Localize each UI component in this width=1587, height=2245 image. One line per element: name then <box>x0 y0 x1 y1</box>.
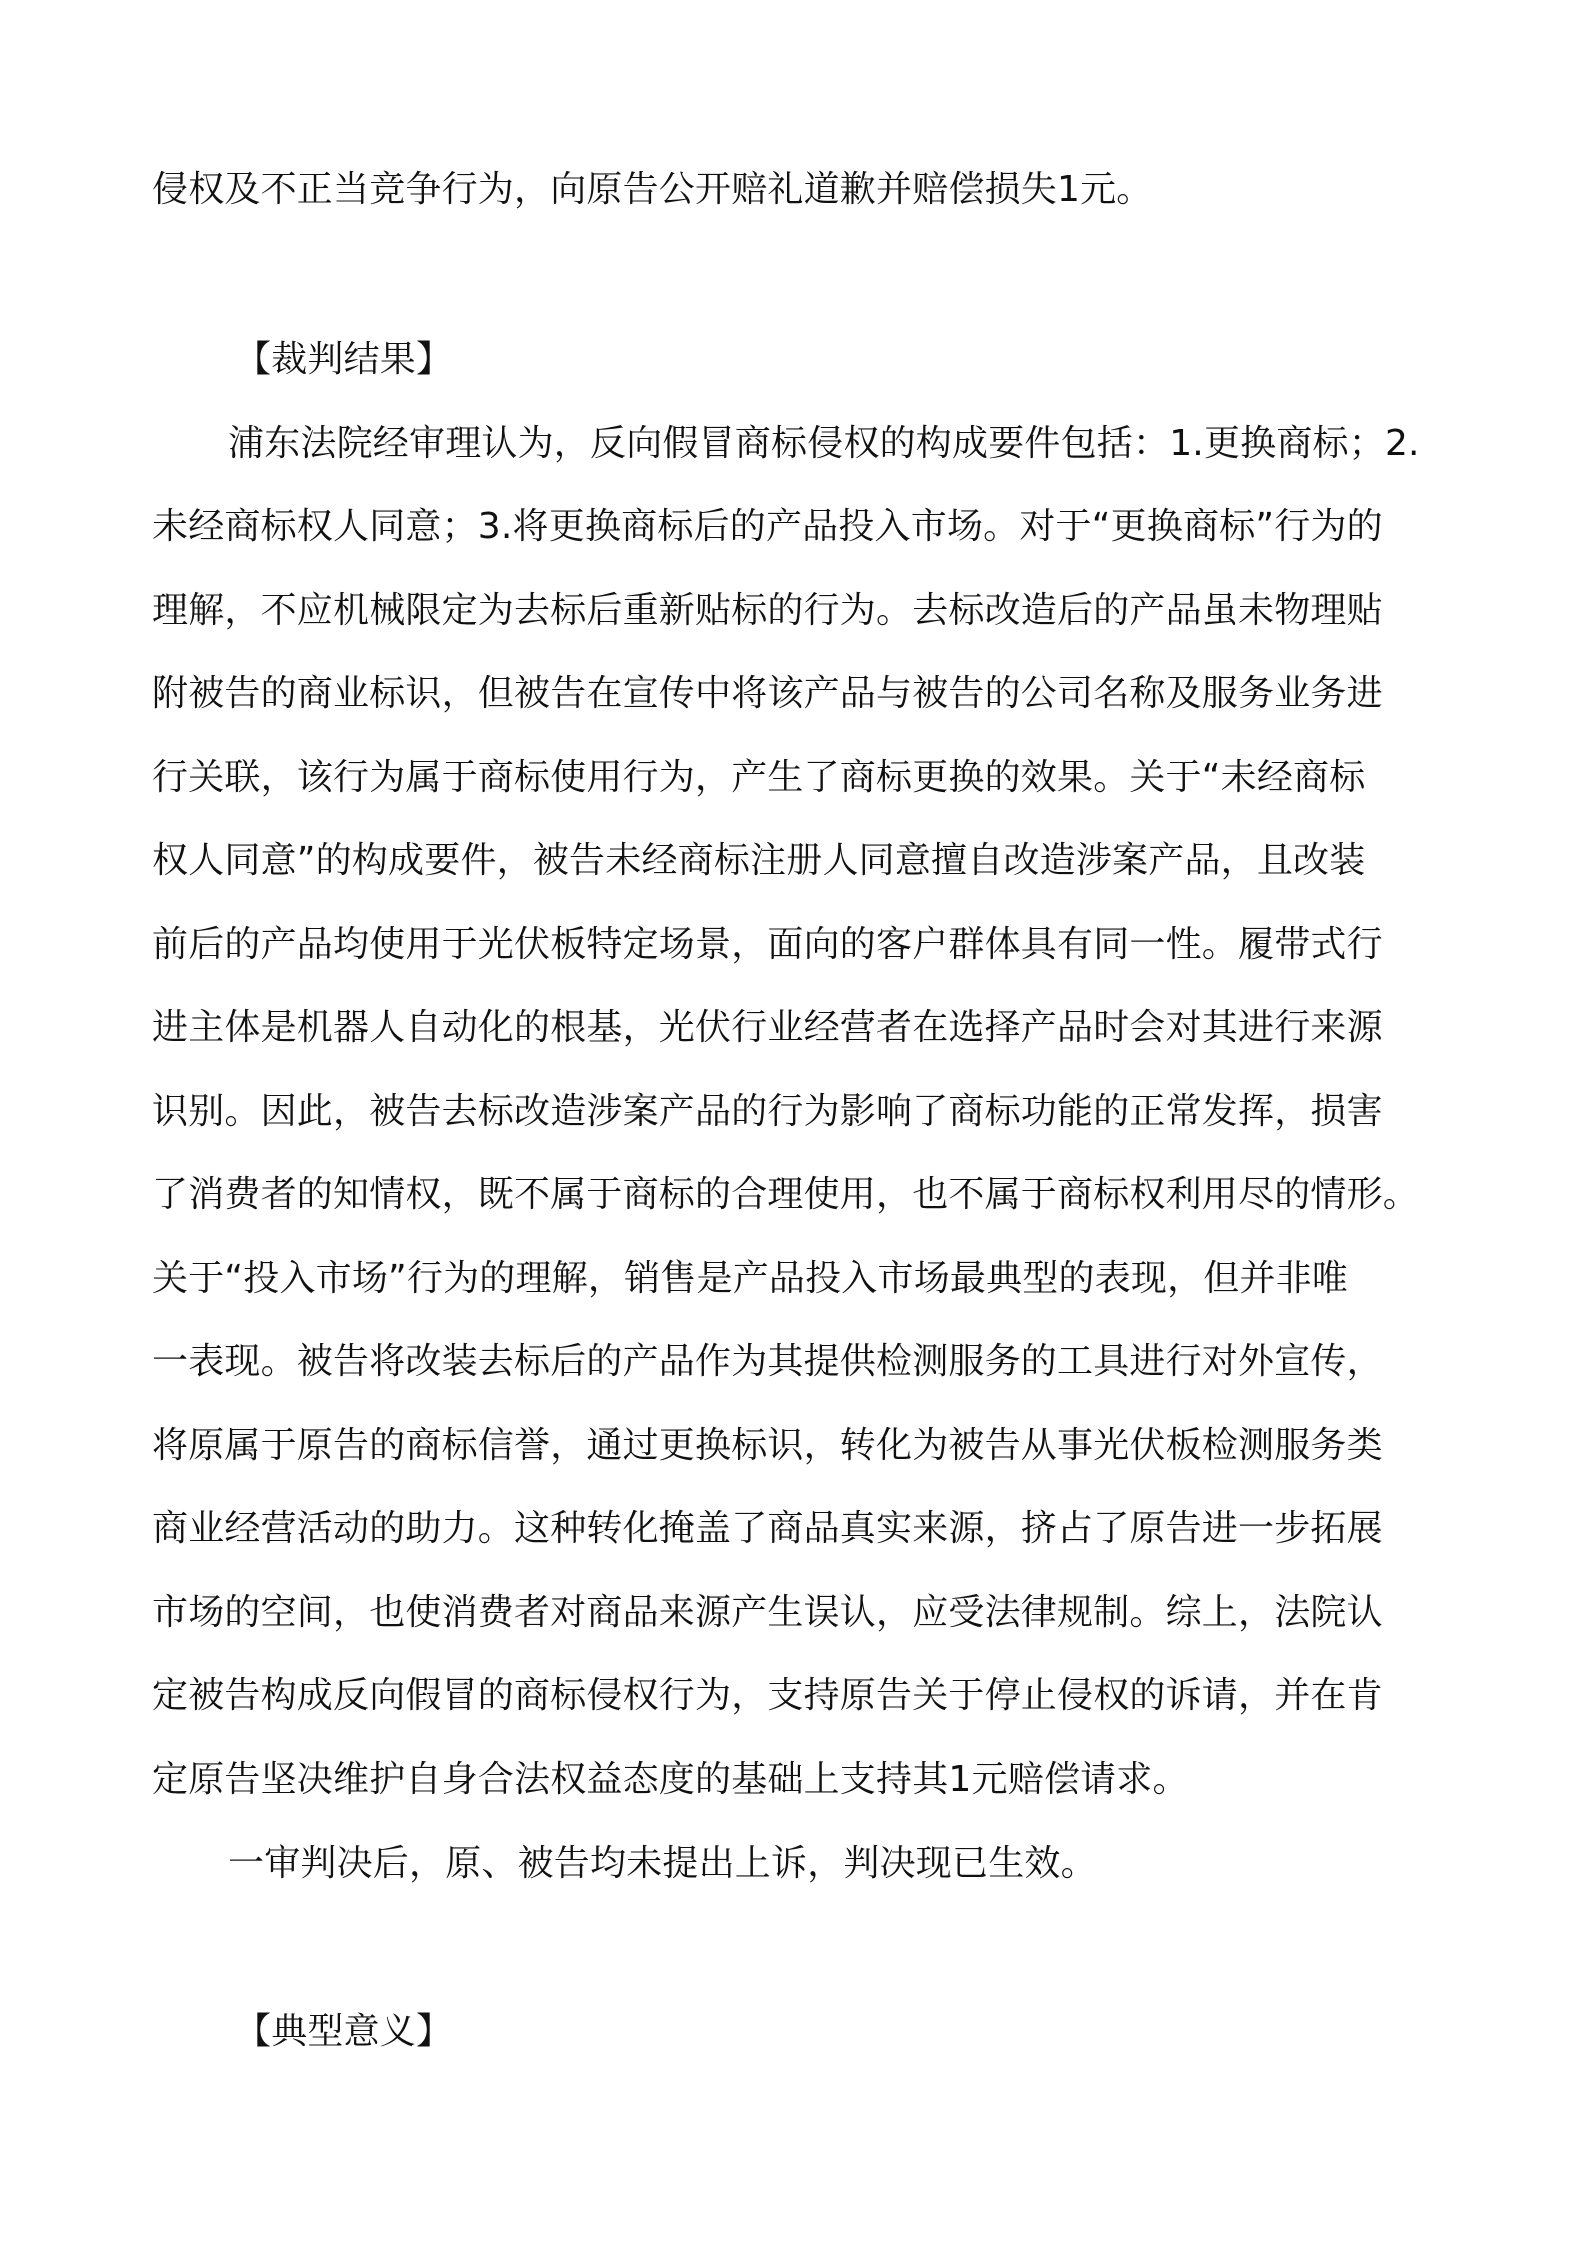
paragraph-line: 权人同意”的构成要件，被告未经商标注册人同意擅自改造涉案产品，且改装 <box>152 840 1366 881</box>
paragraph-line: 理解，不应机械限定为去标后重新贴标的行为。去标改造后的产品虽未物理贴 <box>152 590 1383 631</box>
judgment-heading: 【裁判结果】 <box>235 339 453 380</box>
paragraph-line: 将原属于原告的商标信誉，通过更换标识，转化为被告从事光伏板检测服务类 <box>152 1425 1383 1466</box>
paragraph-line: 市场的空间，也使消费者对商品来源产生误认，应受法律规制。综上，法院认 <box>152 1592 1383 1633</box>
paragraph-line: 关于“投入市场”行为的理解，销售是产品投入市场最典型的表现，但并非唯 <box>152 1258 1349 1299</box>
paragraph-line: 商业经营活动的助力。这种转化掩盖了商品真实来源，挤占了原告进一步拓展 <box>152 1508 1383 1549</box>
paragraph-line: 了消费者的知情权，既不属于商标的合理使用，也不属于商标权利用尽的情形。 <box>152 1174 1420 1215</box>
paragraph-line: 定原告坚决维护自身合法权益态度的基础上支持其1元赔偿请求。 <box>152 1759 1189 1800</box>
paragraph-line: 浦东法院经审理认为，反向假冒商标侵权的构成要件包括：1.更换商标；2. <box>228 423 1420 464</box>
paragraph-line: 识别。因此，被告去标改造涉案产品的行为影响了商标功能的正常发挥，损害 <box>152 1091 1383 1132</box>
paragraph-line: 未经商标权人同意；3.将更换商标后的产品投入市场。对于“更换商标”行为的 <box>152 506 1383 547</box>
opening-line: 侵权及不正当竞争行为，向原告公开赔礼道歉并赔偿损失1元。 <box>152 169 1153 210</box>
paragraph-line: 进主体是机器人自动化的根基，光伏行业经营者在选择产品时会对其进行来源 <box>152 1007 1383 1048</box>
paragraph-line: 定被告构成反向假冒的商标侵权行为，支持原告关于停止侵权的诉请，并在肯 <box>152 1675 1383 1716</box>
judgment-effective-paragraph: 一审判决后，原、被告均未提出上诉，判决现已生效。 <box>228 1843 1097 1884</box>
paragraph-line: 附被告的商业标识，但被告在宣传中将该产品与被告的公司名称及服务业务进 <box>152 673 1383 714</box>
paragraph-line: 一表现。被告将改装去标后的产品作为其提供检测服务的工具进行对外宣传， <box>152 1341 1383 1382</box>
paragraph-line: 前后的产品均使用于光伏板特定场景，面向的客户群体具有同一性。履带式行 <box>152 924 1383 965</box>
paragraph-line: 行关联，该行为属于商标使用行为，产生了商标更换的效果。关于“未经商标 <box>152 757 1366 798</box>
significance-heading: 【典型意义】 <box>235 2011 453 2052</box>
